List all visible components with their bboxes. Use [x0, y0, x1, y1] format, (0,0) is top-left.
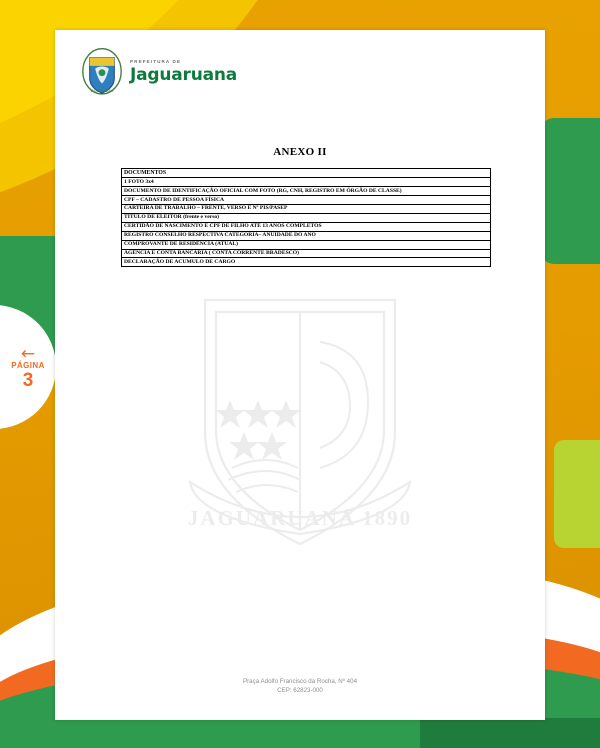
table-cell: TÍTULO DE ELEITOR (frente e verso)	[122, 213, 491, 222]
table-cell: 1 FOTO 3x4	[122, 178, 491, 187]
table-row	[122, 231, 491, 240]
table-row	[122, 213, 491, 222]
coat-of-arms-watermark	[170, 282, 430, 562]
background-block-lime-right	[554, 440, 600, 548]
document-footer	[55, 678, 545, 696]
city-coat-of-arms-icon	[81, 48, 123, 96]
brand-prefix: PREFEITURA DE	[130, 59, 182, 65]
table-cell: CERTIDÃO DE NASCIMENTO E CPF DE FILHO ATÉ 13 ANOS COMPLETOS	[122, 222, 491, 231]
brand-text	[130, 60, 237, 84]
table-row	[122, 258, 491, 267]
table-header-cell: DOCUMENTOS	[122, 169, 491, 178]
document-sheet	[55, 30, 545, 720]
table-cell: AGÊNCIA E CONTA BANCÁRIA ( CONTA CORRENTE BRADESCO)	[122, 249, 491, 258]
table-header-row	[122, 169, 491, 178]
table-row	[122, 249, 491, 258]
table-row	[122, 196, 491, 205]
documents-table	[121, 168, 491, 267]
background-block-dark-green	[420, 718, 600, 748]
page-title: ANEXO II	[273, 146, 327, 158]
svg-text:JAGUARUANA 1890: JAGUARUANA 1890	[187, 506, 413, 530]
background-block-green-right	[540, 118, 600, 264]
table-cell: REGISTRO CONSELHO RESPECTIVA CATEGORIA– ANUIDADE DO ANO	[122, 231, 491, 240]
page-indicator-number: 3	[22, 369, 34, 391]
table-row	[122, 222, 491, 231]
left-arrow-icon: ←	[20, 343, 36, 364]
table-cell: CPF – CADASTRO DE PESSOA FÍSICA	[122, 196, 491, 205]
page-indicator-label: PÁGINA	[11, 360, 45, 370]
document-header	[81, 48, 237, 96]
table-cell: COMPROVANTE DE RESIDÊNCIA (ATUAL)	[122, 240, 491, 249]
footer-address: Praça Adolfo Francisco da Rocha, Nº 404	[242, 678, 358, 686]
table-row	[122, 178, 491, 187]
table-cell: CARTEIRA DE TRABALHO – FRENTE, VERSO E Nº PIS/PASEP	[122, 204, 491, 213]
table-row	[122, 204, 491, 213]
page-indicator	[0, 330, 56, 408]
footer-cep: CEP: 62823-000	[277, 687, 323, 695]
svg-text:JAGUARUANA: JAGUARUANA	[90, 88, 114, 93]
brand-name: Jaguaruana	[130, 64, 238, 85]
table-cell: DECLARAÇÃO DE ACUMULO DE CARGO	[122, 258, 491, 267]
table-cell: DOCUMENTO DE IDENTIFICAÇÃO OFICIAL COM FOTO (RG, CNH, REGISTRO EM ÓRGÃO DE CLASSE)	[122, 187, 491, 196]
table-row	[122, 187, 491, 196]
table-row	[122, 240, 491, 249]
